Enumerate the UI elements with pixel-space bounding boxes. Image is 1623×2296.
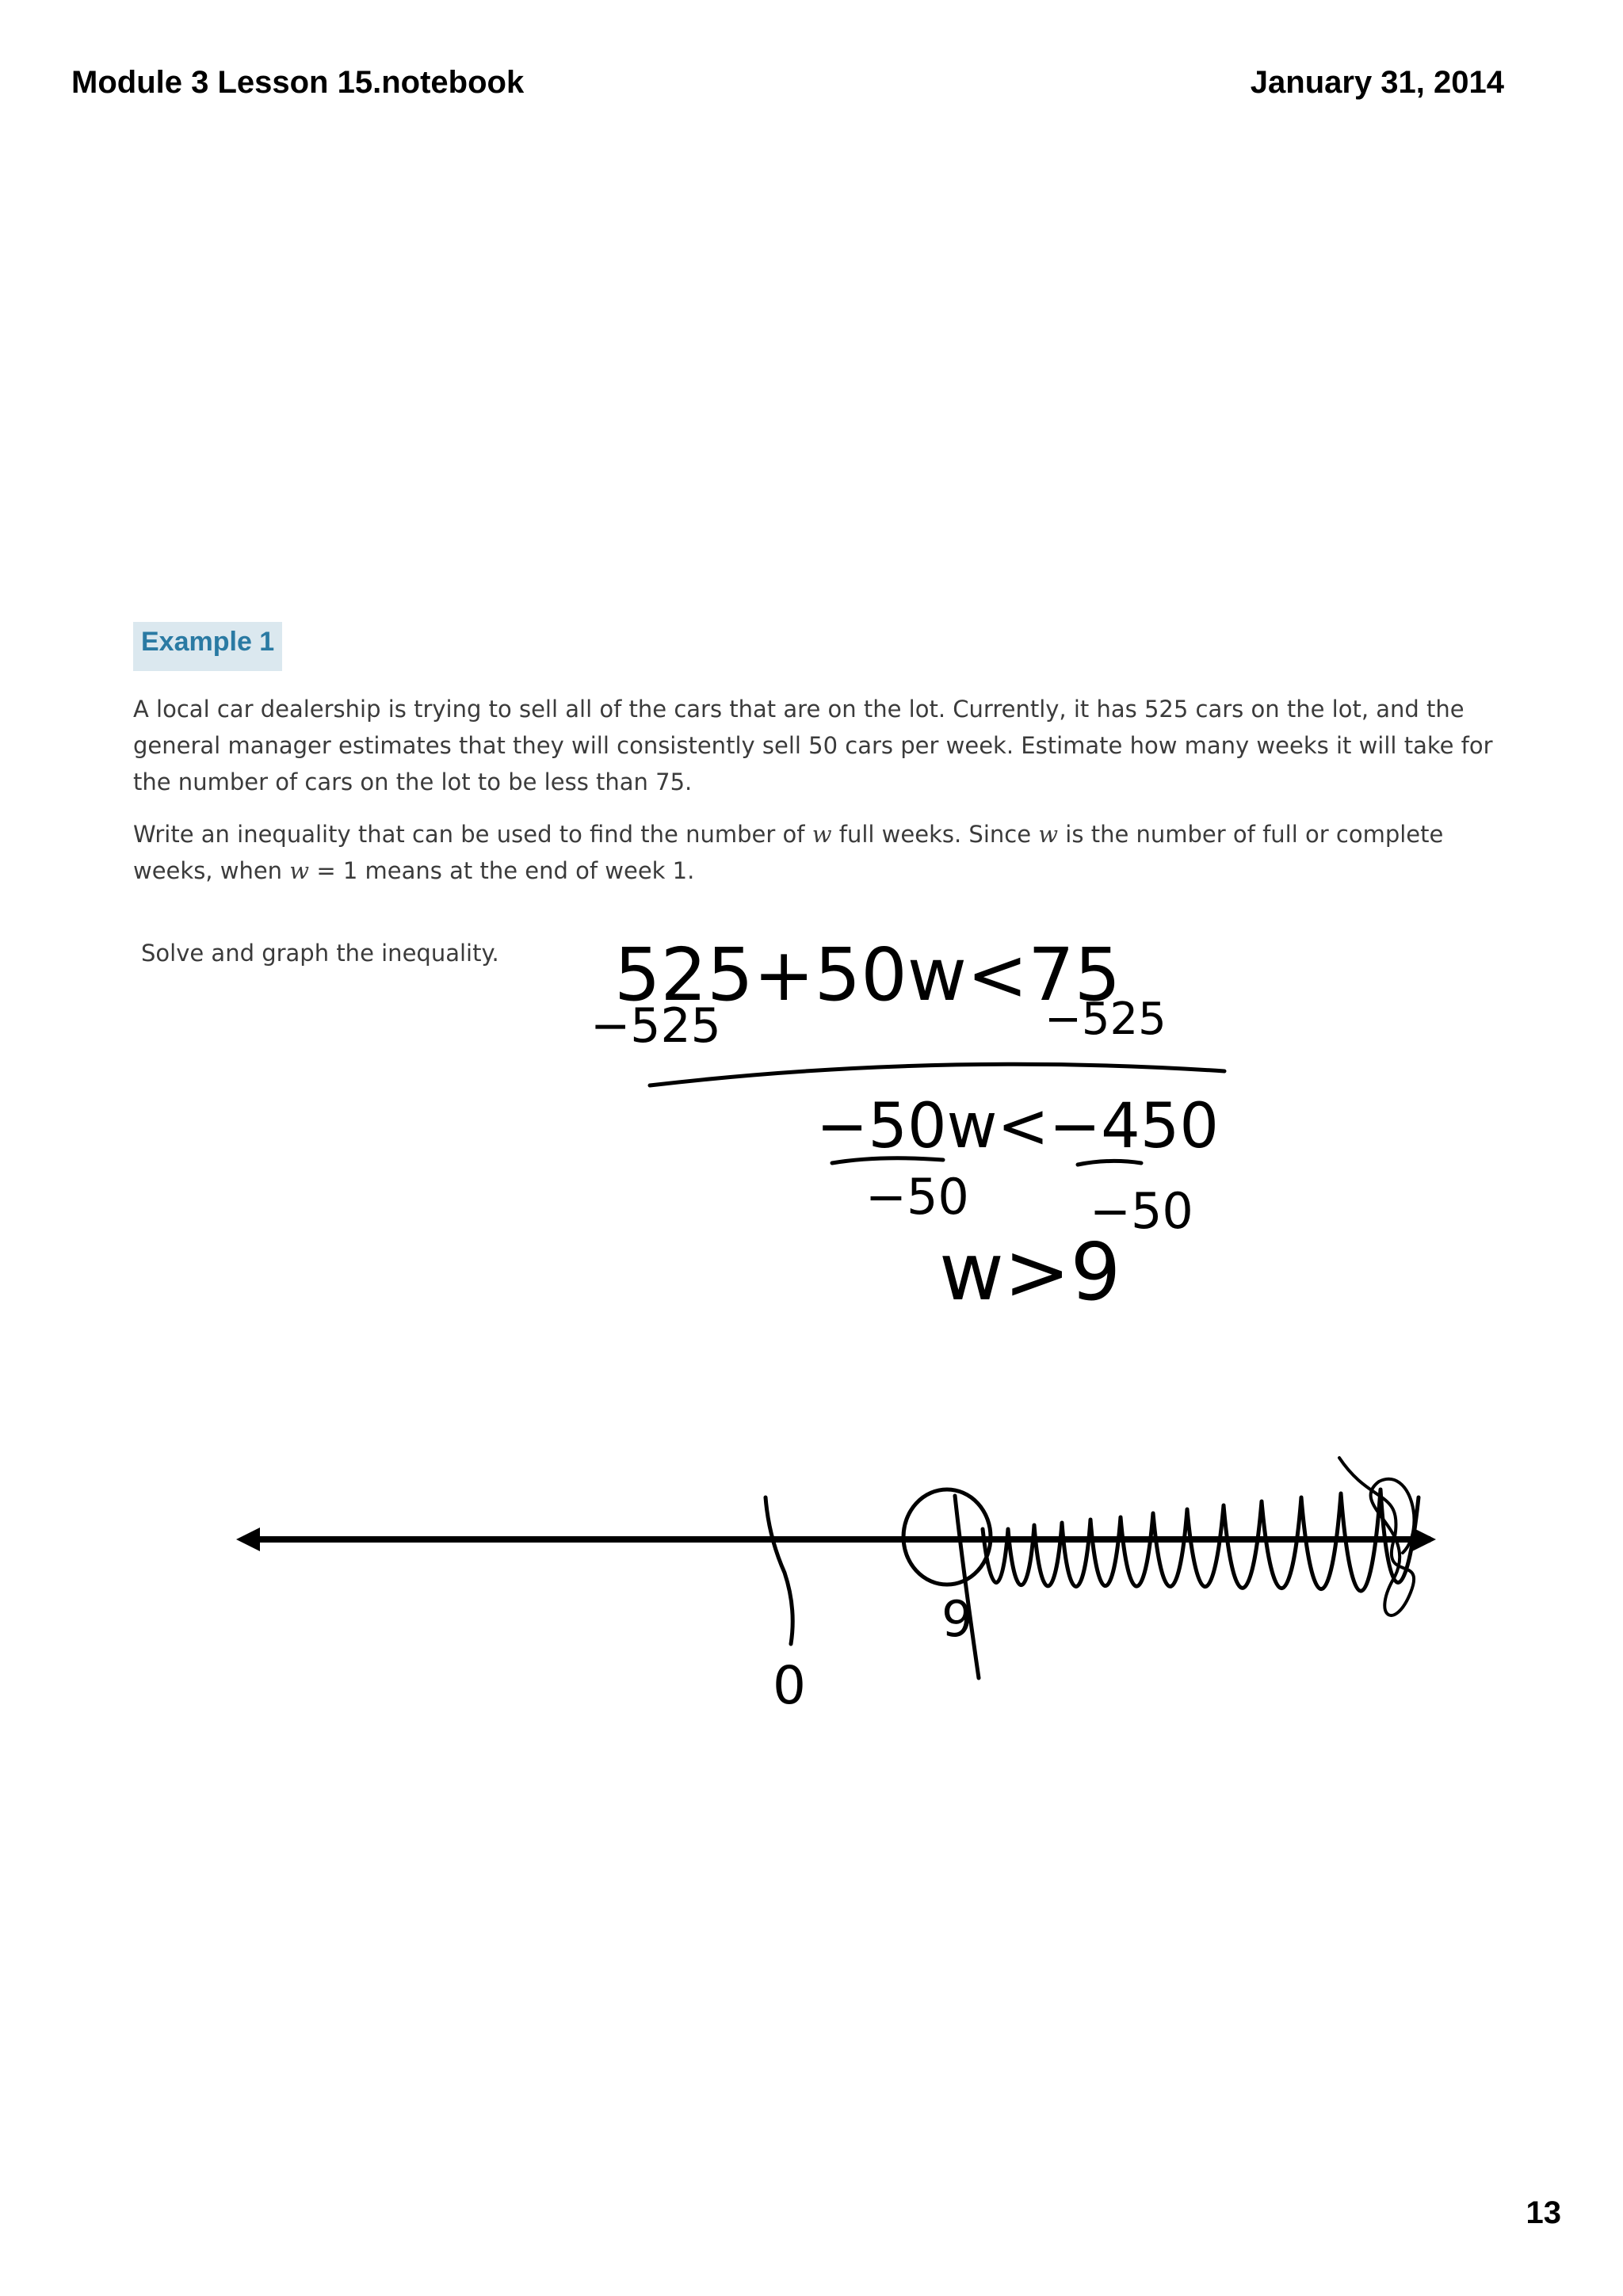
variable-w: w [289, 857, 310, 884]
example-title: Example 1 [141, 627, 275, 657]
instruction-text-1: Write an inequality that can be used to find the number of [133, 821, 812, 848]
label-nine: 9 [941, 1590, 973, 1648]
handwritten-divisor-right: −50 [1090, 1182, 1193, 1240]
page-date: January 31, 2014 [1250, 65, 1504, 100]
number-line [236, 1458, 1436, 1716]
handwritten-equation: 525+50w<75 [614, 933, 1121, 1017]
instruction-text-3: is the number of full or complete weeks, when [133, 821, 1444, 884]
label-zero: 0 [773, 1655, 806, 1716]
instruction-text-4: = 1 means at the end of week 1. [309, 857, 695, 884]
variable-w: w [812, 821, 832, 848]
problem-paragraph: A local car dealership is trying to sell all of the cars that are on the lot. Currently, it has 525 cars on the lot, and the general manager estimates that they will consistently sell 50 cars per week. Estimate how many weeks it will take for the number of cars on the lot to be less than 75. [133, 696, 1493, 795]
variable-w: w [1038, 821, 1059, 848]
handwritten-divisor-left: −50 [865, 1168, 969, 1226]
notebook-title: Module 3 Lesson 15.notebook [71, 65, 525, 100]
tick-mark-zero [766, 1497, 792, 1644]
solve-prompt: Solve and graph the inequality. [141, 940, 499, 967]
handwritten-step-two: −50w<−450 [816, 1091, 1219, 1162]
handwritten-solution: w>9 [939, 1226, 1121, 1318]
instruction-text-2: full weeks. Since [831, 821, 1039, 848]
handwritten-subtract-left: −525 [590, 998, 721, 1054]
handwritten-divider-line [650, 1064, 1224, 1085]
handwritten-subtract-right: −525 [1044, 994, 1167, 1045]
left-arrow-icon [236, 1527, 260, 1551]
page-number: 13 [1526, 2195, 1561, 2230]
handwritten-bar-right [1078, 1161, 1141, 1165]
tick-mark-nine [955, 1496, 979, 1678]
